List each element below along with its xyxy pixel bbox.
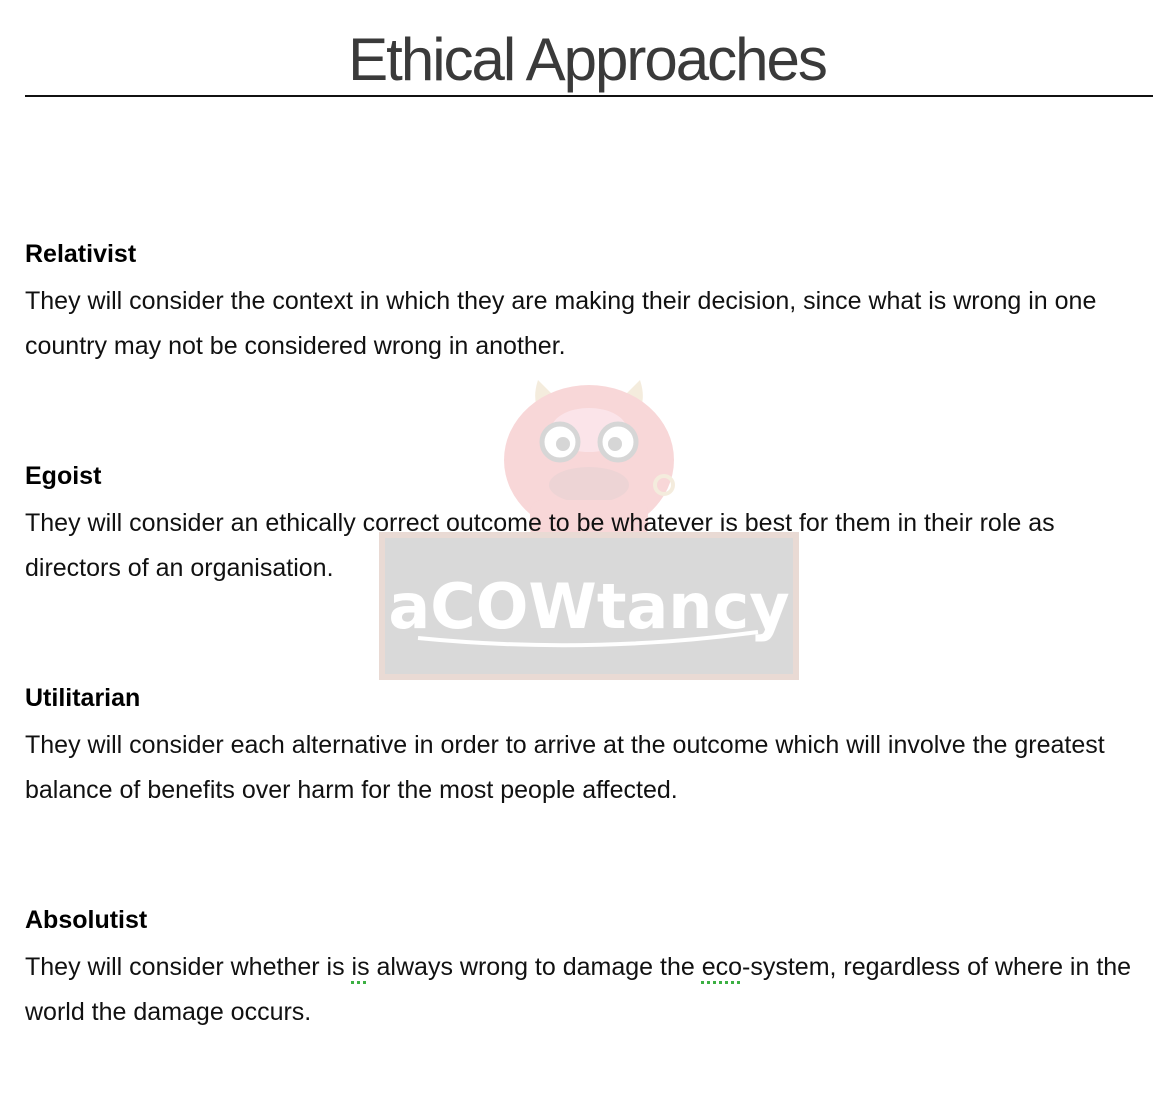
section-heading: Relativist xyxy=(25,240,137,268)
section-utilitarian xyxy=(25,683,1150,813)
page-title: Ethical Approaches xyxy=(348,26,826,93)
section-heading: Egoist xyxy=(25,462,102,490)
body-text: -system, regardless of where in the world the damage occurs. xyxy=(25,953,1132,1026)
section-body xyxy=(25,945,1150,1035)
watermark-text: aCOWtancy xyxy=(388,570,790,643)
spellcheck-flagged-word: is xyxy=(351,953,370,981)
section-body: They will consider an ethically correct outcome to be whatever is best for them in their role as directors of an organisation. xyxy=(25,509,1055,582)
title-divider xyxy=(25,95,1153,97)
section-heading: Absolutist xyxy=(25,906,148,934)
section-body: They will consider each alternative in order to arrive at the outcome which will involve the greatest balance of benefits over harm for the most people affected. xyxy=(25,731,1105,804)
spellcheck-flagged-word: eco xyxy=(701,953,743,981)
section-heading: Utilitarian xyxy=(25,684,141,712)
section-egoist xyxy=(25,461,1150,591)
body-text: They will consider whether is xyxy=(25,953,352,981)
section-absolutist xyxy=(25,905,1150,1035)
section-relativist xyxy=(25,239,1150,369)
body-text: always wrong to damage the xyxy=(369,953,702,981)
section-body: They will consider the context in which they are making their decision, since what is wrong in one country may not be considered wrong in another. xyxy=(25,287,1097,360)
